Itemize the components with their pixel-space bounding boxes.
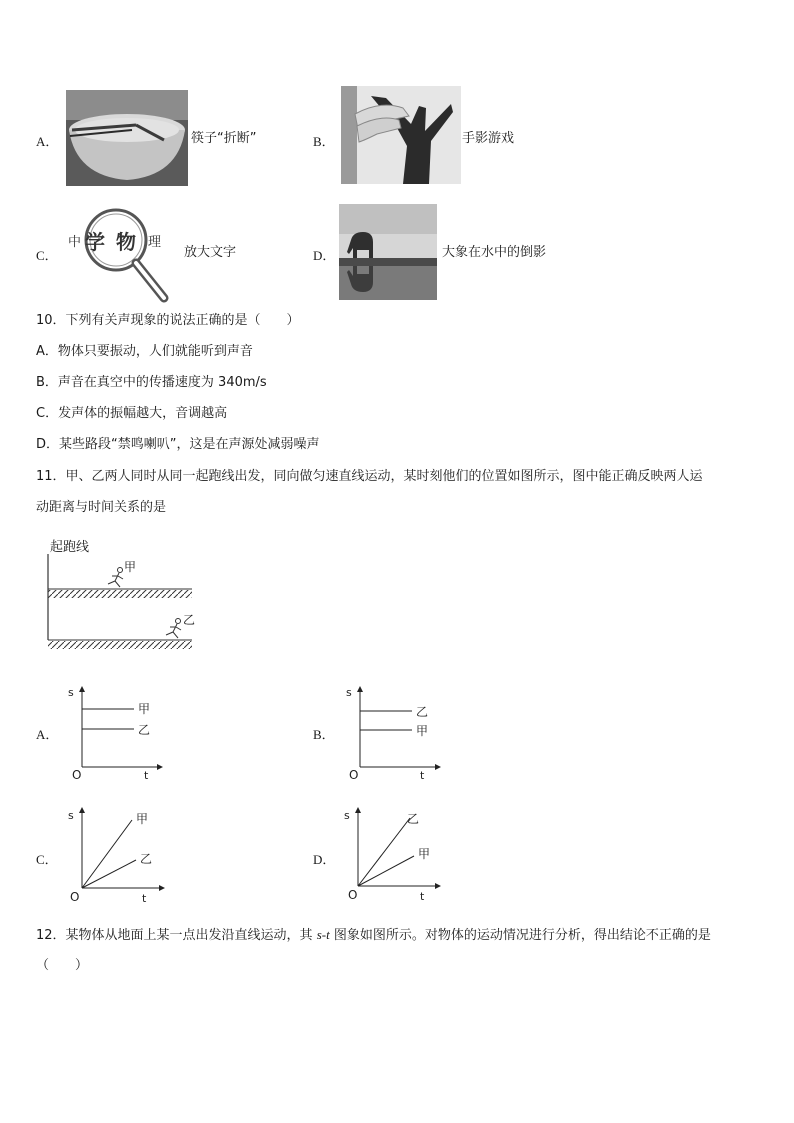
s-axis-label: s bbox=[346, 686, 352, 699]
option-b: B．声音在真空中的传播速度为 340m/s bbox=[36, 375, 267, 390]
steep-line bbox=[82, 820, 132, 888]
option-c: C．发声体的振幅越大，音调越高 bbox=[36, 406, 228, 421]
lane-hatch-bottom bbox=[48, 641, 192, 649]
graph-option-a bbox=[62, 683, 166, 781]
option-caption: 大象在水中的倒影 bbox=[442, 245, 547, 260]
t-axis-label: t bbox=[420, 890, 425, 903]
option-caption: 筷子“折断” bbox=[191, 131, 257, 146]
magnifier-char: 理 bbox=[148, 235, 162, 250]
race-track-figure bbox=[40, 534, 200, 654]
steep-line bbox=[358, 818, 410, 886]
chopsticks-in-bowl-image bbox=[66, 90, 188, 186]
magnifier-char: 中 bbox=[68, 235, 82, 250]
runner-yi-icon bbox=[166, 619, 181, 639]
question-stem: 10．下列有关声现象的说法正确的是（ ） bbox=[36, 313, 300, 328]
option-letter: A． bbox=[36, 727, 59, 742]
shallow-line bbox=[82, 860, 136, 888]
steep-line-label: 甲 bbox=[136, 812, 149, 826]
lower-line-label: 甲 bbox=[416, 724, 429, 738]
runner-jia-icon bbox=[108, 568, 123, 588]
stem-text: 12．某物体从地面上某一点出发沿直线运动，其 bbox=[36, 928, 317, 943]
lane-hatch-top bbox=[48, 590, 192, 598]
question-stem-line1 bbox=[36, 927, 711, 944]
runner-yi-label: 乙 bbox=[183, 613, 196, 627]
graph-option-b bbox=[340, 683, 444, 781]
t-axis-label: t bbox=[142, 892, 147, 905]
origin-label: O bbox=[349, 768, 359, 781]
s-axis-label: s bbox=[68, 809, 74, 822]
question-stem-line2: 动距离与时间关系的是 bbox=[36, 500, 167, 515]
graph-option-c bbox=[62, 806, 166, 906]
stem-italic: s-t bbox=[316, 927, 330, 942]
question-stem-line2: （ ） bbox=[36, 958, 89, 973]
s-axis-label: s bbox=[68, 686, 74, 699]
hand-shadow-image bbox=[341, 86, 461, 184]
origin-label: O bbox=[72, 768, 82, 781]
upper-line-label: 乙 bbox=[416, 705, 429, 719]
option-letter: A． bbox=[36, 134, 59, 149]
runner-jia-label: 甲 bbox=[124, 560, 137, 574]
question-stem-line1: 11．甲、乙两人同时从同一起跑线出发，同向做匀速直线运动，某时刻他们的位置如图所示，图中能正确反映两人运 bbox=[36, 469, 703, 484]
option-letter: D． bbox=[313, 852, 336, 867]
option-letter: D． bbox=[313, 248, 336, 263]
magnifier-char: 物 bbox=[116, 230, 136, 254]
upper-line-label: 甲 bbox=[138, 702, 151, 716]
option-letter: C． bbox=[36, 852, 58, 867]
steep-line-label: 乙 bbox=[407, 812, 420, 826]
shallow-line bbox=[358, 856, 414, 886]
option-caption: 手影游戏 bbox=[462, 131, 515, 146]
start-line-label: 起跑线 bbox=[50, 540, 90, 555]
option-letter: B． bbox=[313, 134, 335, 149]
option-letter: C． bbox=[36, 248, 58, 263]
option-caption: 放大文字 bbox=[184, 245, 237, 260]
stem-text: 图象如图所示。对物体的运动情况进行分析，得出结论不正确的是 bbox=[329, 928, 711, 943]
lower-line-label: 乙 bbox=[138, 723, 151, 737]
elephant-reflection-image bbox=[339, 204, 437, 300]
t-axis-label: t bbox=[144, 769, 149, 781]
option-d: D．某些路段“禁鸣喇叭”，这是在声源处减弱噪声 bbox=[36, 437, 320, 452]
origin-label: O bbox=[348, 888, 358, 902]
s-axis-label: s bbox=[344, 809, 350, 822]
origin-label: O bbox=[70, 890, 80, 904]
option-letter: B． bbox=[313, 727, 335, 742]
magnifier-icon bbox=[66, 206, 170, 304]
option-a: A．物体只要振动，人们就能听到声音 bbox=[36, 344, 253, 359]
shallow-line-label: 乙 bbox=[140, 852, 153, 866]
shallow-line-label: 甲 bbox=[418, 847, 431, 861]
magnifier-char: 学 bbox=[85, 230, 105, 254]
t-axis-label: t bbox=[420, 769, 425, 781]
graph-option-d bbox=[338, 806, 442, 906]
